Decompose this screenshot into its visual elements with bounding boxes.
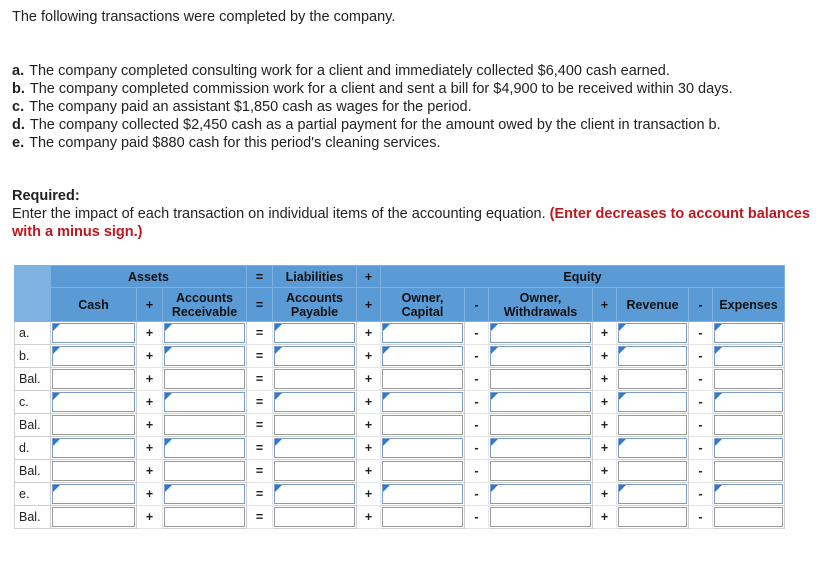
row-label: c. <box>15 391 51 414</box>
cell-ap <box>273 322 357 345</box>
cell-expenses <box>713 437 785 460</box>
revenue-input[interactable] <box>618 507 687 527</box>
transaction-text: The company paid an assistant $1,850 cash as wages for the period. <box>29 99 472 115</box>
cell-revenue <box>617 345 689 368</box>
row-operator: + <box>593 345 617 368</box>
expenses-input[interactable] <box>714 346 783 366</box>
cell-cash <box>51 483 137 506</box>
cell-expenses <box>713 368 785 391</box>
row-operator: + <box>593 506 617 529</box>
col-revenue: Revenue <box>617 288 689 322</box>
header-equals: = <box>247 266 273 288</box>
col-accounts-receivable: Accounts Receivable <box>163 288 247 322</box>
row-operator: - <box>689 322 713 345</box>
table-row <box>15 368 785 391</box>
row-operator: + <box>357 391 381 414</box>
row-operator: + <box>137 391 163 414</box>
col-op-plus-1: + <box>137 288 163 322</box>
col-op-plus-2: + <box>357 288 381 322</box>
table-row <box>15 414 785 437</box>
row-operator: + <box>593 437 617 460</box>
ap-input[interactable] <box>274 484 355 504</box>
col-cash: Cash <box>51 288 137 322</box>
header-equity: Equity <box>381 266 785 288</box>
cell-expenses <box>713 345 785 368</box>
revenue-input[interactable] <box>618 484 687 504</box>
transaction-text: The company completed commission work for a client and sent a bill for $4,900 to be received within 30 days. <box>29 81 733 97</box>
row-operator: + <box>593 414 617 437</box>
ar-input[interactable] <box>164 484 245 504</box>
col-accounts-payable: Accounts Payable <box>273 288 357 322</box>
cell-withdrawals <box>489 483 593 506</box>
row-operator: + <box>357 437 381 460</box>
cell-ap <box>273 506 357 529</box>
cell-ar <box>163 322 247 345</box>
header-assets: Assets <box>51 266 247 288</box>
accounting-equation-table <box>14 265 785 529</box>
ap-input[interactable] <box>274 461 355 481</box>
ap-input[interactable] <box>274 369 355 389</box>
row-operator: - <box>465 483 489 506</box>
cash-input[interactable] <box>52 507 135 527</box>
row-operator: + <box>357 506 381 529</box>
row-operator: + <box>593 391 617 414</box>
capital-input[interactable] <box>382 461 463 481</box>
revenue-input[interactable] <box>618 323 687 343</box>
transaction-letter: b. <box>12 81 25 97</box>
cell-capital <box>381 391 465 414</box>
cell-revenue <box>617 414 689 437</box>
row-operator: - <box>689 345 713 368</box>
revenue-input[interactable] <box>618 346 687 366</box>
row-operator: + <box>593 368 617 391</box>
ar-input[interactable] <box>164 323 245 343</box>
transaction-item <box>12 134 733 152</box>
expenses-input[interactable] <box>714 461 783 481</box>
row-label: d. <box>15 437 51 460</box>
cell-revenue <box>617 391 689 414</box>
transaction-text: The company paid $880 cash for this period's cleaning services. <box>29 135 441 151</box>
cell-withdrawals <box>489 460 593 483</box>
row-operator: + <box>137 483 163 506</box>
cell-capital <box>381 368 465 391</box>
cell-capital <box>381 506 465 529</box>
cell-ar <box>163 437 247 460</box>
ar-input[interactable] <box>164 438 245 458</box>
cell-withdrawals <box>489 506 593 529</box>
cell-ap <box>273 345 357 368</box>
row-operator: = <box>247 322 273 345</box>
transaction-list <box>12 62 733 152</box>
row-operator: + <box>593 483 617 506</box>
cell-cash <box>51 414 137 437</box>
cell-revenue <box>617 368 689 391</box>
transaction-text: The company collected $2,450 cash as a partial payment for the amount owed by the client in transaction b. <box>29 117 721 133</box>
expenses-input[interactable] <box>714 392 783 412</box>
cell-cash <box>51 506 137 529</box>
col-op-equals: = <box>247 288 273 322</box>
ap-input[interactable] <box>274 346 355 366</box>
row-operator: - <box>689 437 713 460</box>
cell-ap <box>273 460 357 483</box>
ap-input[interactable] <box>274 415 355 435</box>
row-operator: = <box>247 414 273 437</box>
capital-input[interactable] <box>382 415 463 435</box>
row-label: b. <box>15 345 51 368</box>
cell-revenue <box>617 506 689 529</box>
transaction-item <box>12 116 733 134</box>
cash-input[interactable] <box>52 346 135 366</box>
ar-input[interactable] <box>164 392 245 412</box>
row-operator: + <box>137 414 163 437</box>
cell-capital <box>381 322 465 345</box>
cell-ap <box>273 391 357 414</box>
cell-expenses <box>713 414 785 437</box>
cell-ap <box>273 368 357 391</box>
row-operator: + <box>357 460 381 483</box>
cell-expenses <box>713 322 785 345</box>
row-operator: - <box>689 414 713 437</box>
instructions <box>12 205 812 241</box>
cell-capital <box>381 483 465 506</box>
row-operator: = <box>247 437 273 460</box>
cell-withdrawals <box>489 368 593 391</box>
cell-revenue <box>617 437 689 460</box>
withdrawals-input[interactable] <box>490 346 591 366</box>
row-operator: - <box>689 368 713 391</box>
transaction-letter: c. <box>12 99 25 115</box>
ar-input[interactable] <box>164 461 245 481</box>
row-operator: = <box>247 391 273 414</box>
table-row <box>15 391 785 414</box>
row-operator: + <box>357 322 381 345</box>
cell-cash <box>51 345 137 368</box>
row-operator: - <box>465 391 489 414</box>
row-operator: = <box>247 483 273 506</box>
row-operator: = <box>247 368 273 391</box>
revenue-input[interactable] <box>618 461 687 481</box>
row-label: a. <box>15 322 51 345</box>
transaction-letter: e. <box>12 135 25 151</box>
cell-capital <box>381 460 465 483</box>
row-operator: - <box>465 345 489 368</box>
cell-withdrawals <box>489 437 593 460</box>
cash-input[interactable] <box>52 369 135 389</box>
withdrawals-input[interactable] <box>490 438 591 458</box>
cell-ar <box>163 345 247 368</box>
table-row <box>15 506 785 529</box>
cell-cash <box>51 322 137 345</box>
revenue-input[interactable] <box>618 415 687 435</box>
cell-withdrawals <box>489 391 593 414</box>
expenses-input[interactable] <box>714 415 783 435</box>
cell-ap <box>273 483 357 506</box>
capital-input[interactable] <box>382 392 463 412</box>
cell-capital <box>381 414 465 437</box>
withdrawals-input[interactable] <box>490 392 591 412</box>
cell-withdrawals <box>489 414 593 437</box>
table-row <box>15 345 785 368</box>
cash-input[interactable] <box>52 392 135 412</box>
cell-ar <box>163 460 247 483</box>
capital-input[interactable] <box>382 369 463 389</box>
row-operator: + <box>593 460 617 483</box>
row-operator: - <box>689 506 713 529</box>
capital-input[interactable] <box>382 323 463 343</box>
cash-input[interactable] <box>52 438 135 458</box>
cell-ar <box>163 391 247 414</box>
cell-revenue <box>617 460 689 483</box>
cell-cash <box>51 437 137 460</box>
instructions-text: Enter the impact of each transaction on individual items of the accounting equation. <box>12 206 550 222</box>
row-operator: + <box>357 368 381 391</box>
withdrawals-input[interactable] <box>490 461 591 481</box>
row-operator: + <box>357 483 381 506</box>
row-operator: = <box>247 460 273 483</box>
cell-ar <box>163 506 247 529</box>
transaction-item <box>12 98 733 116</box>
row-label: Bal. <box>15 460 51 483</box>
ap-input[interactable] <box>274 507 355 527</box>
row-operator: - <box>465 322 489 345</box>
header-plus: + <box>357 266 381 288</box>
expenses-input[interactable] <box>714 507 783 527</box>
cell-expenses <box>713 391 785 414</box>
cell-capital <box>381 345 465 368</box>
col-op-plus-3: + <box>593 288 617 322</box>
header-blank-2 <box>15 288 51 322</box>
capital-input[interactable] <box>382 484 463 504</box>
cash-input[interactable] <box>52 323 135 343</box>
row-operator: + <box>137 460 163 483</box>
transaction-text: The company completed consulting work for a client and immediately collected $6,400 cash earned. <box>29 63 670 79</box>
cell-expenses <box>713 460 785 483</box>
withdrawals-input[interactable] <box>490 415 591 435</box>
table-row <box>15 483 785 506</box>
capital-input[interactable] <box>382 438 463 458</box>
ar-input[interactable] <box>164 415 245 435</box>
ap-input[interactable] <box>274 392 355 412</box>
row-operator: - <box>465 460 489 483</box>
row-operator: + <box>137 322 163 345</box>
withdrawals-input[interactable] <box>490 369 591 389</box>
row-operator: - <box>465 414 489 437</box>
row-operator: - <box>465 437 489 460</box>
col-expenses: Expenses <box>713 288 785 322</box>
row-label: Bal. <box>15 506 51 529</box>
row-operator: + <box>137 345 163 368</box>
ar-input[interactable] <box>164 507 245 527</box>
ap-input[interactable] <box>274 323 355 343</box>
expenses-input[interactable] <box>714 369 783 389</box>
cell-ap <box>273 414 357 437</box>
row-operator: - <box>689 460 713 483</box>
withdrawals-input[interactable] <box>490 323 591 343</box>
cell-expenses <box>713 483 785 506</box>
revenue-input[interactable] <box>618 369 687 389</box>
ar-input[interactable] <box>164 369 245 389</box>
cell-revenue <box>617 322 689 345</box>
cell-ap <box>273 437 357 460</box>
intro-text: The following transactions were completed by the company. <box>12 9 396 25</box>
row-operator: + <box>137 506 163 529</box>
row-label: e. <box>15 483 51 506</box>
transaction-letter: d. <box>12 117 25 133</box>
cell-withdrawals <box>489 322 593 345</box>
cell-cash <box>51 460 137 483</box>
cell-cash <box>51 368 137 391</box>
cell-ar <box>163 368 247 391</box>
row-operator: + <box>137 437 163 460</box>
transaction-letter: a. <box>12 63 25 79</box>
row-operator: + <box>357 414 381 437</box>
table-row <box>15 322 785 345</box>
cash-input[interactable] <box>52 415 135 435</box>
col-op-minus-2: - <box>689 288 713 322</box>
withdrawals-input[interactable] <box>490 484 591 504</box>
cell-cash <box>51 391 137 414</box>
row-operator: - <box>465 368 489 391</box>
table-row <box>15 437 785 460</box>
row-operator: = <box>247 506 273 529</box>
col-op-minus-1: - <box>465 288 489 322</box>
capital-input[interactable] <box>382 507 463 527</box>
cash-input[interactable] <box>52 461 135 481</box>
col-owner-capital: Owner, Capital <box>381 288 465 322</box>
header-liabilities: Liabilities <box>273 266 357 288</box>
ar-input[interactable] <box>164 346 245 366</box>
cell-ar <box>163 483 247 506</box>
col-owner-withdrawals: Owner, Withdrawals <box>489 288 593 322</box>
cell-capital <box>381 437 465 460</box>
expenses-input[interactable] <box>714 484 783 504</box>
cell-expenses <box>713 506 785 529</box>
revenue-input[interactable] <box>618 392 687 412</box>
required-label: Required: <box>12 188 80 204</box>
cell-ar <box>163 414 247 437</box>
row-operator: - <box>689 391 713 414</box>
cash-input[interactable] <box>52 484 135 504</box>
row-operator: - <box>465 506 489 529</box>
header-blank <box>15 266 51 288</box>
revenue-input[interactable] <box>618 438 687 458</box>
cell-withdrawals <box>489 345 593 368</box>
expenses-input[interactable] <box>714 438 783 458</box>
capital-input[interactable] <box>382 346 463 366</box>
row-label: Bal. <box>15 368 51 391</box>
instructions-hint: (Enter decreases to account balances with a minus sign.) <box>12 206 810 240</box>
expenses-input[interactable] <box>714 323 783 343</box>
row-label: Bal. <box>15 414 51 437</box>
row-operator: - <box>689 483 713 506</box>
row-operator: + <box>593 322 617 345</box>
table-row <box>15 460 785 483</box>
row-operator: + <box>357 345 381 368</box>
cell-revenue <box>617 483 689 506</box>
row-operator: + <box>137 368 163 391</box>
withdrawals-input[interactable] <box>490 507 591 527</box>
row-operator: = <box>247 345 273 368</box>
transaction-item <box>12 80 733 98</box>
ap-input[interactable] <box>274 438 355 458</box>
transaction-item <box>12 62 733 80</box>
